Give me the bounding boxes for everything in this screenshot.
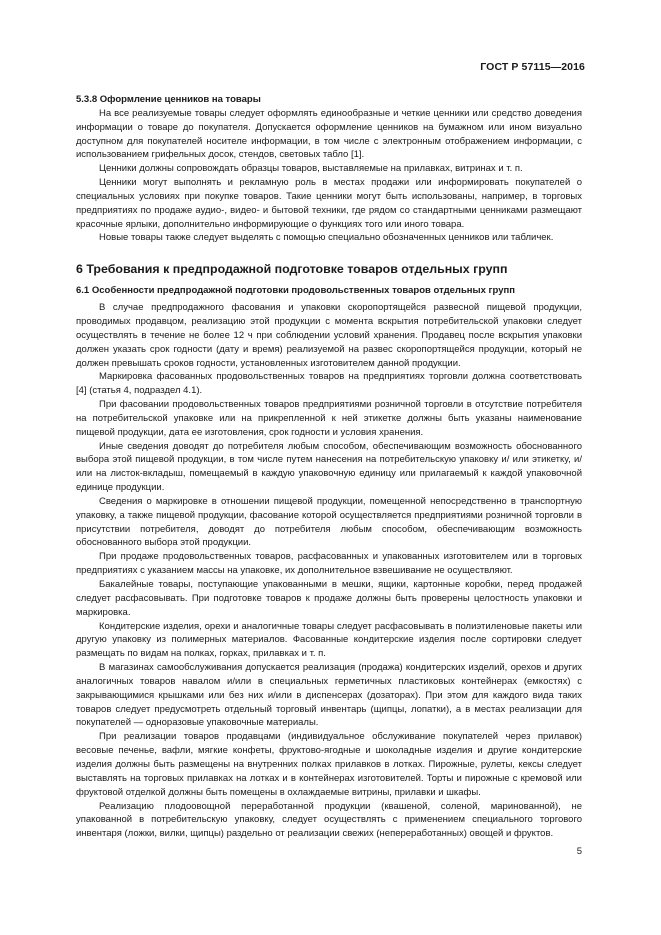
paragraph: Ценники могут выполнять и рекламную роль в местах продажи или информировать покупателей о специальных условиях при покупке товаров. Такие ценники могут быть использованы, например, в торговых предприятиях по продаже аудио-, видео- и бытовой техники, где рядом со стандартными ценниками размещают красочные ярлыки, дополнительно информирующие о функциях того или иного товара. [76, 177, 582, 230]
paragraph: Реализацию плодоовощной переработанной продукции (квашеной, соленой, маринованной), не упакованной в потребительскую упаковку, следует осуществлять с применением специального торгового инвентаря (ложки, вилки, щипцы) раздельно от реализации свежих (непереработанных) овощей и фруктов. [76, 800, 582, 840]
paragraph: При продаже продовольственных товаров, расфасованных и упакованных изготовителем или в торговых предприятиях с указанием массы на упаковке, их дополнительное взвешивание не осуществляют. [76, 551, 582, 577]
standard-id-header: ГОСТ Р 57115—2016 [480, 61, 585, 73]
paragraph: Кондитерские изделия, орехи и аналогичные товары следует расфасовывать в полиэтиленовые пакеты или другую упаковку из полимерных материалов. Фасованные кондитерские изделия после сортировки следует размещать по видам на полках, горках, прилавках и т. п. [76, 620, 582, 660]
paragraph: В магазинах самообслуживания допускается реализация (продажа) кондитерских изделий, орехов и других аналогичных товаров навалом и/или в специальных герметичных пластиковых контейнерах (емкостях) с закрывающимися крышками или без них и/или в диспенсерах (дозаторах). При этом для каждого вида таких товаров следует предусмотреть отдельный торговый инвентарь (щипцы, лопатки), а в местах реализации для покупателей — одноразовые упаковочные материалы. [76, 662, 582, 729]
paragraph: Иные сведения доводят до потребителя любым способом, обеспечивающим возможность обоснованного выбора этой пищевой продукции, в том числе путем нанесения на потребительскую упаковку и/ или этикетку, и/или на листок-вкладыш, помещаемый в каждую упаковочную единицу или прилагаемый к каждой упаковочной единице продукции. [76, 440, 582, 494]
section-5-3-8-heading: 5.3.8 Оформление ценников на товары [76, 94, 261, 105]
paragraph: На все реализуемые товары следует оформлять единообразные и четкие ценники или средство доведения информации о товаре до покупателя. Допускается оформление ценников на бумажном или ином визуально доступном для покупателей носителе информации, в том числе с электронным отображением информации, с использованием грифельных досок, стендов, световых табло [1]. [76, 107, 582, 161]
section-6-heading: 6 Требования к предпродажной подготовке товаров отдельных групп [76, 262, 508, 277]
paragraph: Бакалейные товары, поступающие упакованными в мешки, ящики, картонные коробки, перед продажей следует расфасовывать. При подготовке товаров к продаже должны быть проверены целостность упаковки и маркировка. [76, 579, 582, 618]
paragraph: Ценники должны сопровождать образцы товаров, выставляемые на прилавках, витринах и т. п. [99, 163, 523, 175]
paragraph: В случае предпродажного фасования и упаковки скоропортящейся развесной пищевой продукции, проводимых продавцом, реализацию этой продукции с момента вскрытия потребительской упаковки следует осуществлять в течение не более 12 ч при соблюдении условий хранения. Продавец после вскрытия упаковки должен указать срок годности (дату и время) реализуемой на развес скоропортящейся продукции, который не должен превышать сроков годности, установленных изготовителем данной продукции. [76, 302, 582, 369]
page-content [76, 93, 582, 841]
paragraph: При реализации товаров продавцами (индивидуальное обслуживание покупателей через прилавок) весовые печенье, вафли, мягкие конфеты, фруктово-ягодные и шоколадные изделия и другие кондитерские изделия должны быть размещены на внутренних полках прилавков в лотках. Пирожные, рулеты, кексы следует выставлять на торговых прилавках на лотках и в контейнерах изготовителей. Торты и пирожные с кремовой или фруктовой отделкой должны быть помещены в охлаждаемые витрины, прилавки и шкафы. [76, 731, 582, 798]
page-number: 5 [576, 846, 582, 857]
paragraph: При фасовании продовольственных товаров предприятиями розничной торговли в отсутствие потребителя на потребительской упаковке или на прикрепленной к ней этикетке должны быть указаны наименование пищевой продукции, дата ее изготовления, срок годности и условия хранения. [76, 399, 582, 438]
paragraph: Новые товары также следует выделять с помощью специально обозначенных ценников или табличек. [99, 232, 554, 244]
section-6-1-heading: 6.1 Особенности предпродажной подготовки продовольственных товаров отдельных групп [76, 285, 515, 297]
paragraph: Маркировка фасованных продовольственных товаров на предприятиях торговли должна соответствовать [4] (статья 4, подраздел 4.1). [76, 371, 582, 397]
paragraph: Сведения о маркировке в отношении пищевой продукции, помещенной непосредственно в транспортную упаковку, а также пищевой продукции, фасование которой осуществляется предприятиями розничной торговли в присутствии потребителя, доводят до потребителя любым способом, обеспечивающим возможность обоснованного выбора этой продукции. [76, 495, 582, 549]
